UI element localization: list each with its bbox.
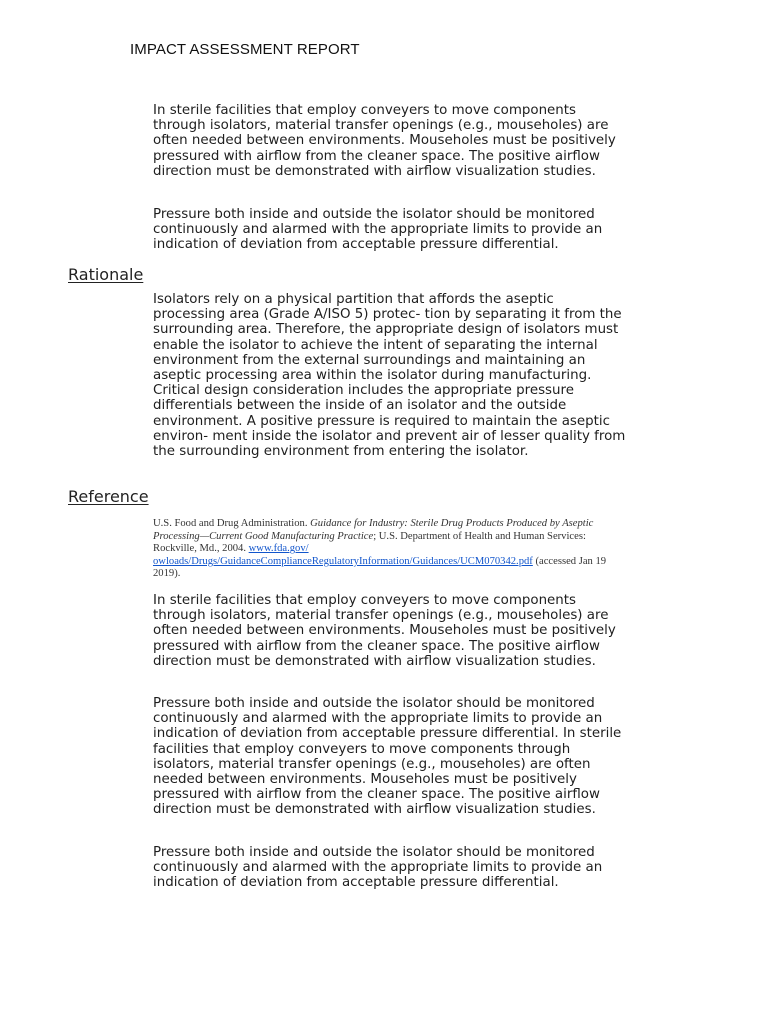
reference-heading: Reference (68, 487, 149, 506)
report-title: IMPACT ASSESSMENT REPORT (130, 41, 360, 58)
rationale-heading: Rationale (68, 265, 144, 284)
reference-paragraph-2: Pressure both inside and outside the isolator should be monitored continuously and alarmed with the appropriate limits to provide an indication of deviation from acceptable pressure differential. In sterile facilities that employ conveyers to move components through isolators, material transfer openings (e.g., mouseholes) are often needed between environments. Mouseholes must be positively pressured with airflow from the cleaner space. The positive airflow direction must be demonstrated with airflow visualization studies. (153, 696, 622, 818)
rationale-paragraph: Isolators rely on a physical partition that affords the aseptic processing area (Grade A/ISO 5) protec- tion by separating it from the surrounding area. Therefore, the appropriate design of isolators must enable the isolator to achieve the intent of separating the internal environment from the external surroundings and maintaining an aseptic processing area within the isolator during manufacturing. Critical design consideration includes the appropriate pressure differentials between the inside of an isolator and the outside environment. A positive pressure is required to maintain the aseptic environ- ment inside the isolator and prevent air of lesser quality from the surrounding environment from entering the isolator. (153, 292, 626, 460)
citation-author: U.S. Food and Drug Administration. (153, 518, 308, 529)
intro-paragraph-1: In sterile facilities that employ conveyers to move components through isolators, material transfer openings (e.g., mouseholes) are often needed between environments. Mouseholes must be positively pressured with airflow from the cleaner space. The positive airflow direction must be demonstrated with airflow visualization studies. (153, 103, 616, 179)
reference-paragraph-3: Pressure both inside and outside the isolator should be monitored continuously and alarmed with the appropriate limits to provide an indication of deviation from acceptable pressure differential. (153, 845, 603, 891)
citation-link[interactable]: www.fda.gov/ owloads/Drugs/GuidanceComplianceRegulatoryInformation/Guidances/UCM070342.pdf (153, 543, 533, 567)
citation-title: Guidance for Industry: Sterile Drug Products Produced by Aseptic Processing—Current Good Manufacturing Practice (153, 518, 594, 542)
citation-publisher: ; U.S. Department of Health and Human Services: Rockville, Md., 2004. (153, 530, 586, 555)
intro-paragraph-2: Pressure both inside and outside the isolator should be monitored continuously and alarmed with the appropriate limits to provide an indication of deviation from acceptable pressure differential. (153, 207, 603, 253)
reference-citation (153, 518, 623, 581)
reference-paragraph-1: In sterile facilities that employ conveyers to move components through isolators, material transfer openings (e.g., mouseholes) are often needed between environments. Mouseholes must be positively pressured with airflow from the cleaner space. The positive airflow direction must be demonstrated with airflow visualization studies. (153, 593, 616, 669)
citation-accessed: (accessed Jan 19 2019). (153, 555, 607, 580)
